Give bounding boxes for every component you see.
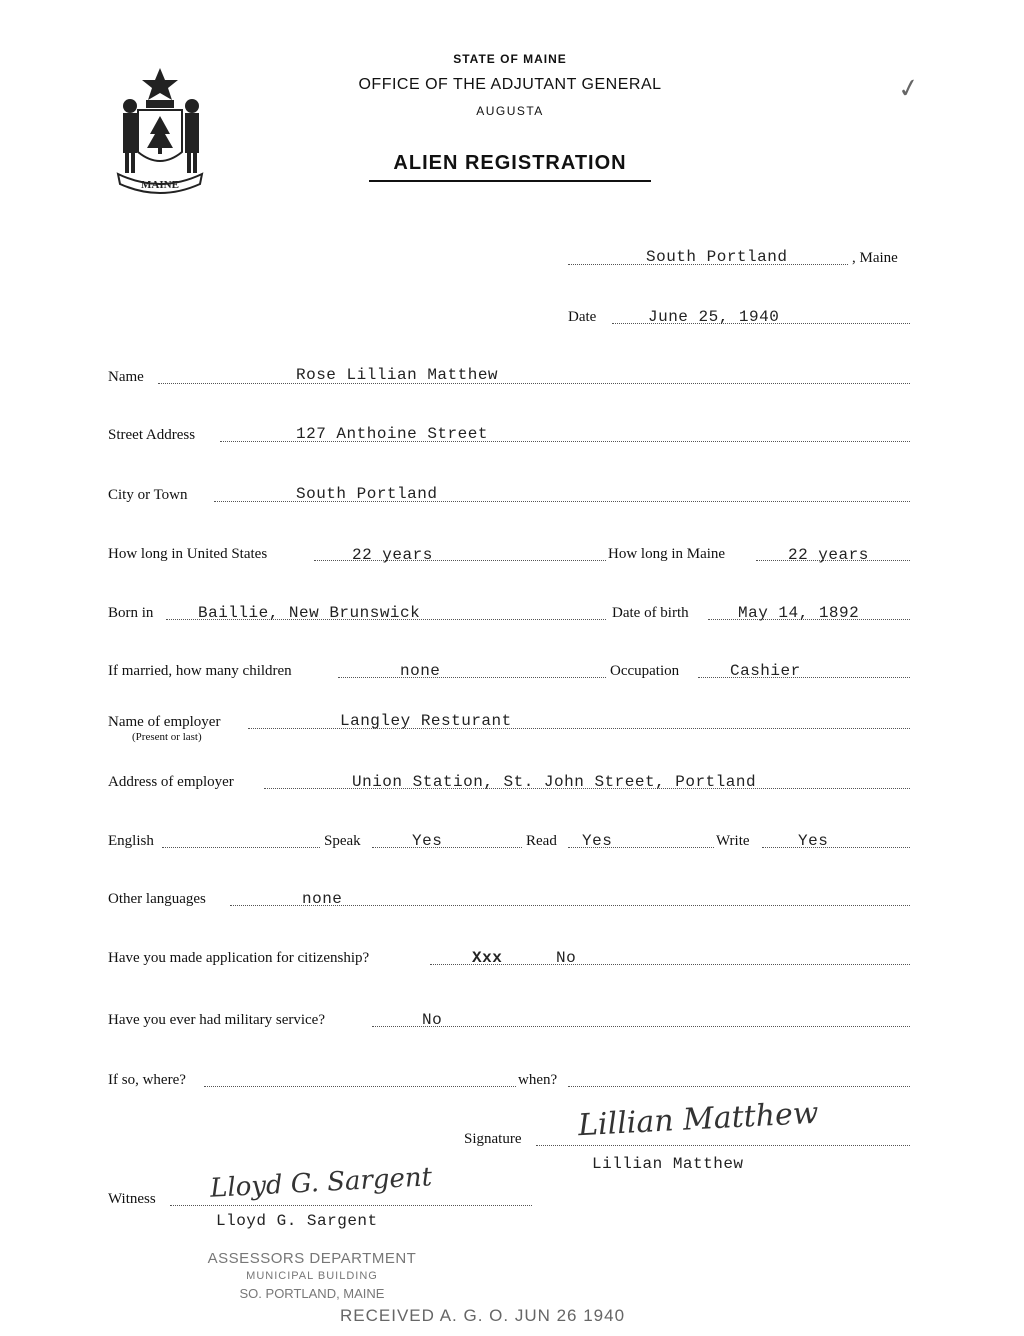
- check-mark: ✓: [895, 72, 923, 105]
- us-duration-label: How long in United States: [108, 546, 268, 562]
- occupation-value: Cashier: [730, 662, 801, 680]
- military-line: [372, 1026, 910, 1027]
- witness-line: [170, 1205, 532, 1206]
- witness-typed: Lloyd G. Sargent: [216, 1212, 378, 1230]
- witness-label: Witness: [108, 1191, 156, 1207]
- where-label: If so, where?: [108, 1072, 186, 1088]
- assessors-stamp-line2: MUNICIPAL BUILDING: [246, 1270, 378, 1282]
- street-value: 127 Anthoine Street: [296, 425, 488, 443]
- employer-value: Langley Resturant: [340, 712, 512, 730]
- name-label: Name: [108, 369, 144, 385]
- read-label: Read: [526, 833, 557, 849]
- children-line: [338, 677, 606, 678]
- military-label: Have you ever had military service?: [108, 1012, 325, 1028]
- read-value: Yes: [582, 832, 613, 850]
- state-heading: STATE OF MAINE: [453, 52, 567, 66]
- maine-duration-label: How long in Maine: [608, 546, 726, 562]
- military-value: No: [422, 1011, 443, 1029]
- date-value: June 25, 1940: [648, 308, 780, 326]
- employer-address-value: Union Station, St. John Street, Portland: [352, 773, 757, 791]
- speak-line: [372, 847, 522, 848]
- seal-banner-text: MAINE: [141, 179, 179, 191]
- place-suffix: , Maine: [852, 250, 898, 266]
- other-languages-label: Other languages: [108, 891, 206, 907]
- when-line: [568, 1086, 910, 1087]
- received-stamp: RECEIVED A. G. O. JUN 26 1940: [340, 1306, 626, 1325]
- english-label: English: [108, 833, 154, 849]
- us-duration-value: 22 years: [352, 546, 433, 564]
- other-languages-value: none: [302, 890, 343, 908]
- born-in-label: Born in: [108, 605, 154, 621]
- employer-address-label: Address of employer: [108, 774, 234, 790]
- occupation-label: Occupation: [610, 663, 680, 679]
- children-label: If married, how many children: [108, 663, 292, 679]
- citizenship-label: Have you made application for citizenship?: [108, 950, 370, 966]
- form-title: ALIEN REGISTRATION: [393, 152, 627, 174]
- children-value: none: [400, 662, 441, 680]
- write-label: Write: [716, 833, 750, 849]
- dob-value: May 14, 1892: [738, 604, 860, 622]
- assessors-stamp-line3: SO. PORTLAND, MAINE: [239, 1286, 385, 1301]
- signature-handwritten: Lillian Matthew: [577, 1095, 820, 1144]
- born-in-value: Baillie, New Brunswick: [198, 604, 421, 622]
- date-label: Date: [568, 309, 597, 325]
- dob-label: Date of birth: [612, 605, 689, 621]
- name-line: [158, 383, 910, 384]
- where-line: [204, 1086, 516, 1087]
- signature-line: [536, 1145, 910, 1146]
- name-value: Rose Lillian Matthew: [296, 366, 499, 384]
- when-label: when?: [518, 1072, 558, 1088]
- street-label: Street Address: [108, 427, 196, 443]
- signature-label: Signature: [464, 1131, 522, 1147]
- write-line: [762, 847, 910, 848]
- office-heading: OFFICE OF THE ADJUTANT GENERAL: [358, 76, 662, 93]
- citizenship-struck: Xxx: [472, 949, 503, 967]
- english-line: [162, 847, 320, 848]
- city-heading: AUGUSTA: [476, 104, 544, 118]
- assessors-stamp-line1: ASSESSORS DEPARTMENT: [207, 1250, 417, 1267]
- title-underline: [369, 180, 651, 182]
- city-label: City or Town: [108, 487, 188, 503]
- speak-label: Speak: [324, 833, 361, 849]
- city-value: South Portland: [296, 485, 438, 503]
- write-value: Yes: [798, 832, 829, 850]
- witness-handwritten: Lloyd G. Sargent: [209, 1162, 433, 1204]
- employer-sublabel: (Present or last): [132, 731, 202, 743]
- employer-label: Name of employer: [108, 714, 221, 730]
- maine-duration-value: 22 years: [788, 546, 869, 564]
- speak-value: Yes: [412, 832, 443, 850]
- state-seal: [108, 66, 212, 196]
- citizenship-value: No: [556, 949, 577, 967]
- place-value: South Portland: [646, 248, 788, 266]
- signature-typed: Lillian Matthew: [592, 1155, 744, 1173]
